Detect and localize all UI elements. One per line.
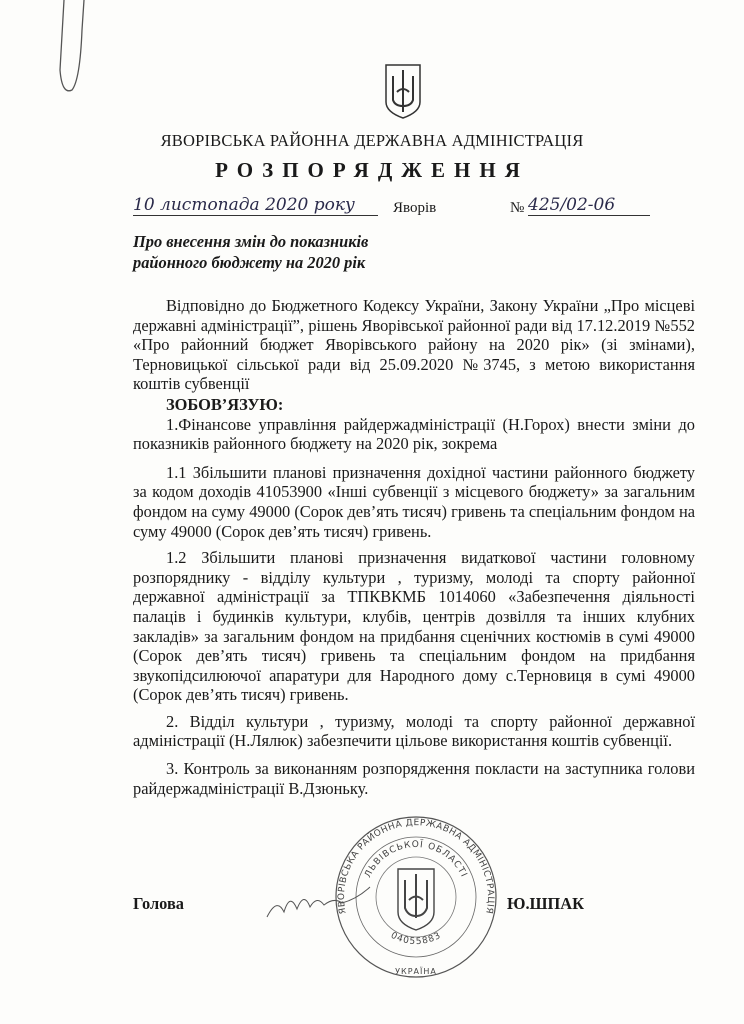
subject-line: Про внесення змін до показників [133,232,369,251]
item-3: 3. Контроль за виконанням розпорядження покласти на заступника голови райдержадміністрації В.Дзюньку. [133,759,695,798]
subject-line: районного бюджету на 2020 рік [133,253,366,272]
signatory-position: Голова [133,894,184,914]
number-handwritten: 425/02-06 [528,195,650,216]
paper-clip-mark [58,0,98,120]
svg-text:04055883 [389,931,443,947]
document-type: РОЗПОРЯДЖЕННЯ [215,158,529,182]
oblige-heading: ЗОБОВ’ЯЗУЮ: [166,394,284,414]
stamp-inner-text: ЛЬВІВСЬКОЇ ОБЛАСТІ [363,840,469,880]
stamp-code: 04055883 [388,930,444,948]
document-body [133,296,695,977]
svg-text:ЛЬВІВСЬКОЇ ОБЛАСТІ [363,839,468,879]
stamp-outer-text: ЯВОРІВСЬКА РАЙОННА ДЕРЖАВНА АДМІНІСТРАЦІЯ [336,818,496,916]
signatory-name: Ю.ШПАК [507,894,585,914]
signature-row [133,818,695,977]
subject [133,231,368,273]
item-1: 1.Фінансове управління райдержадміністрації (Н.Горох) внести зміни до показників районного бюджету на 2020 рік, зокрема [133,414,695,454]
number-label: № [510,200,525,216]
stamp-country: УКРАЇНА [395,967,437,977]
handwritten-signature [262,877,372,927]
place: Яворів [393,200,437,216]
organization-name: ЯВОРІВСЬКА РАЙОННА ДЕРЖАВНА АДМІНІСТРАЦІЯ [160,131,584,150]
item-2: 2. Відділ культури , туризму, молоді та спорту районної державної адміністрації (Н.Лялюк) забезпечити цільове використання коштів субвенції. [133,711,695,751]
item-1-1: 1.1 Збільшити планові призначення дохідної частини районного бюджету за кодом доходів 41053900 «Інші субвенції з місцевого бюджету» за загальним фондом на суму 49000 (Сорок дев’ять тисяч) гривень та спеціальним фондом на суму 49000 (Сорок дев’ять тисяч) гривень. [133,462,695,541]
trident-icon [383,62,423,120]
item-1-2: 1.2 Збільшити планові призначення видаткової частини головному розпоряднику - відділу культури , туризму, молоді та спорту районної державної адміністрації за ТПКВКМБ 1014060 «Забезпечення діяльності палаців і будинків культури, клубів, центрів дозвілля та інших клубних закладів» за загальним фондом на придбання сценічних костюмів в сумі 49000 (Сорок дев’ять тисяч) гривень та спеціальним фондом на придбання звукопідсилюючої апаратури для Народного дому с.Терновиця в сумі 49000 (Сорок дев’ять тисяч) гривень. [133,548,695,705]
date-handwritten: 10 листопада 2020 року [133,195,378,216]
preamble: Відповідно до Бюджетного Кодексу України, Закону України „Про місцеві державні адміністрації”, рішень Яворівської районної ради від 17.12.2019 №552 «Про районний бюджет Яворівського району на 2020 рік» (зі змінами), Терновицької сільської ради від 25.09.2020 №3745, з метою використання коштів субвенції [133,296,695,394]
